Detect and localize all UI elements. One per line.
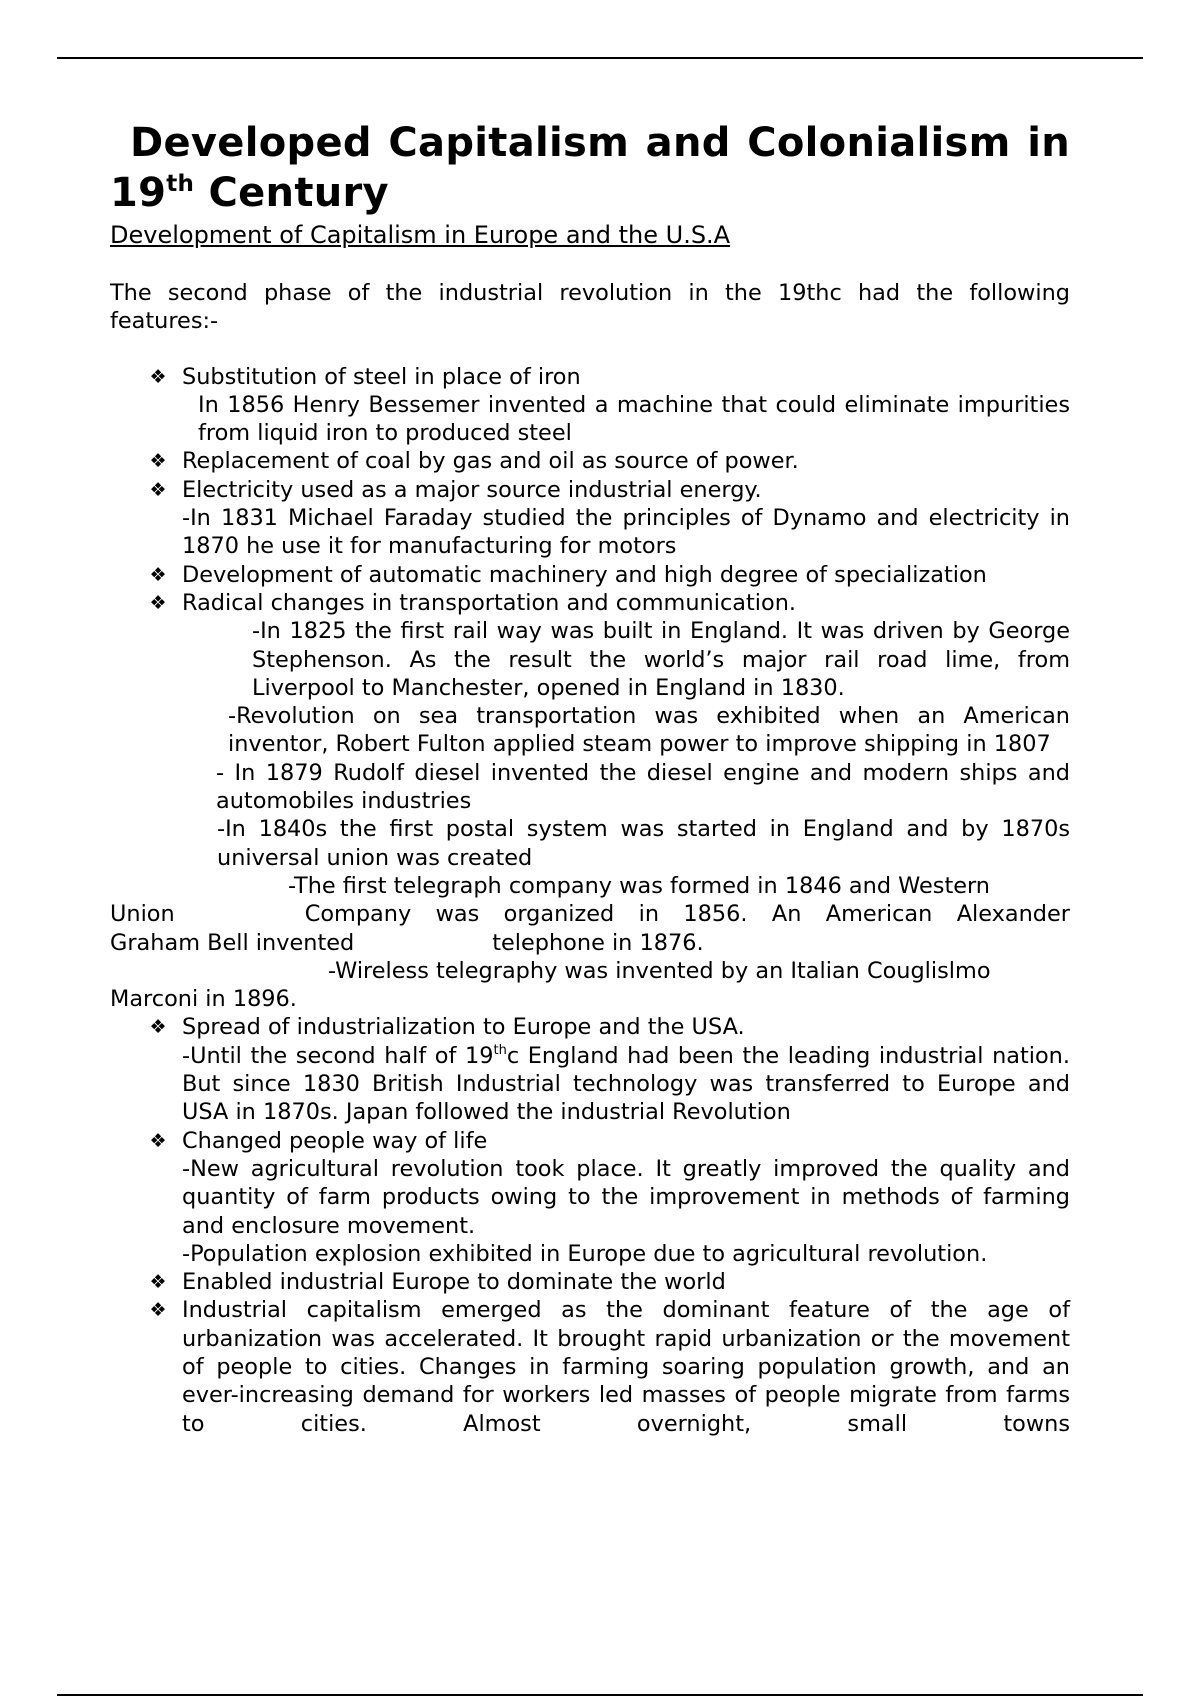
- list-item-automatic: ❖ Development of automatic machinery and high degree of specialization: [149, 561, 987, 588]
- page-title: Developed Capitalism and Colonialism in 19th Century: [110, 120, 1070, 216]
- intro-paragraph: The second phase of the industrial revolution in the 19thc had the following features:-: [110, 280, 1070, 335]
- feature-list: [110, 363, 1070, 1438]
- diamond-bullet-icon: ❖: [149, 591, 167, 614]
- diamond-bullet-icon: ❖: [149, 1299, 167, 1322]
- list-item-capitalism: ❖ Industrial capitalism emerged as the dominant feature of the age of urbanization was accelerated. It brought rapid urbanization or the movement of people to cities. Changes in farming soaring population growth, and an ever-increasing demand for workers led masses of people migrate from farms to cities. Almost overnight, small towns: [149, 1297, 1070, 1437]
- detail-text: -The first telegraph company was formed in 1846 and Western Union Company was organized in 1856. An American Alexander Graham Bell invented telephone in 1876. -Wireless telegraphy was invented by an Italian Couglislmo Marconi in 1896.: [110, 872, 1070, 1013]
- list-item-electricity: ❖ Electricity used as a major source industrial energy. -In 1831 Michael Faraday studied the principles of Dynamo and electricity in 1870 he use it for manufacturing for motors: [149, 476, 1070, 560]
- detail-text: -In 1831 Michael Faraday studied the principles of Dynamo and electricity in 1870 he use it for manufacturing for motors: [182, 505, 1070, 560]
- detail-text: -In 1825 the first rail way was built in England. It was driven by George Stephenson. As the result the world’s major rail road lime, from Liverpool to Manchester, opened in England in 1830.: [252, 618, 1070, 701]
- detail-text: In 1856 Henry Bessemer invented a machine that could eliminate impurities from liquid iron to produced steel: [198, 391, 1070, 447]
- detail-text: - In 1879 Rudolf diesel invented the diesel engine and modern ships and automobiles industries: [216, 759, 1070, 815]
- diamond-bullet-icon: ❖: [149, 478, 167, 501]
- detail-text: -Population explosion exhibited in Europe due to agricultural revolution.: [182, 1240, 988, 1267]
- header-rule: [57, 57, 1143, 59]
- diamond-bullet-icon: ❖: [149, 563, 167, 586]
- detail-text: -Revolution on sea transportation was exhibited when an American inventor, Robert Fulton applied steam power to improve shipping in 1807: [228, 703, 1070, 758]
- document-body: [110, 118, 1070, 1438]
- list-item-life: ❖ Changed people way of life -New agricultural revolution took place. It greatly improved the quality and quantity of farm products owing to the improvement in methods of farming and enclosure movement. -Population explosion exhibited in Europe due to agricultural revolution.: [149, 1127, 1070, 1267]
- detail-text: -New agricultural revolution took place. It greatly improved the quality and quantity of farm products owing to the improvement in methods of farming and enclosure movement.: [182, 1155, 1070, 1239]
- diamond-bullet-icon: ❖: [149, 365, 167, 388]
- detail-text: -In 1840s the first postal system was started in England and by 1870s universal union was created: [217, 816, 1070, 871]
- footer-rule: [57, 1694, 1143, 1696]
- diamond-bullet-icon: ❖: [149, 450, 167, 473]
- detail-text: -Until the second half of 19thc England had been the leading industrial nation. But since 1830 British Industrial technology was transferred to Europe and USA in 1870s. Japan followed the industrial Revolution: [182, 1042, 1070, 1126]
- section-heading: Development of Capitalism in Europe and the U.S.A: [110, 221, 731, 249]
- list-item-dominate: ❖ Enabled industrial Europe to dominate the world: [149, 1269, 726, 1296]
- diamond-bullet-icon: ❖: [149, 1129, 167, 1152]
- list-item-coal: ❖ Replacement of coal by gas and oil as source of power.: [149, 448, 799, 475]
- list-item-steel: ❖ Substitution of steel in place of iron In 1856 Henry Bessemer invented a machine that could eliminate impurities from liquid iron to produced steel: [149, 363, 1070, 447]
- list-item-transport: ❖ Radical changes in transportation and communication. -In 1825 the first rail way was built in England. It was driven by George Stephenson. As the result the world’s major rail road lime, from Liverpool to Manchester, opened in England in 1830. -Revolution on sea transportation was exhibited when an American inventor, Robert Fulton applied steam power to improve shipping in 1807 - In 1879 Rudolf diesel invented the diesel engine and modern ships and automobiles industries -In 1840s the first postal system was started in England and by 1870s universal union was created -The first telegraph company was formed in 1846 and Western Union Company was organized in 1856. An American Alexander Graham Bell invented telephone in 1876. -Wireless telegraphy was invented by an Italian Couglislmo Marconi in 1896.: [110, 589, 1070, 1013]
- list-item-spread: ❖ Spread of industrialization to Europe and the USA. -Until the second half of 19thc England had been the leading industrial nation. But since 1830 British Industrial technology was transferred to Europe and USA in 1870s. Japan followed the industrial Revolution: [149, 1014, 1070, 1126]
- diamond-bullet-icon: ❖: [149, 1271, 167, 1294]
- diamond-bullet-icon: ❖: [149, 1016, 167, 1039]
